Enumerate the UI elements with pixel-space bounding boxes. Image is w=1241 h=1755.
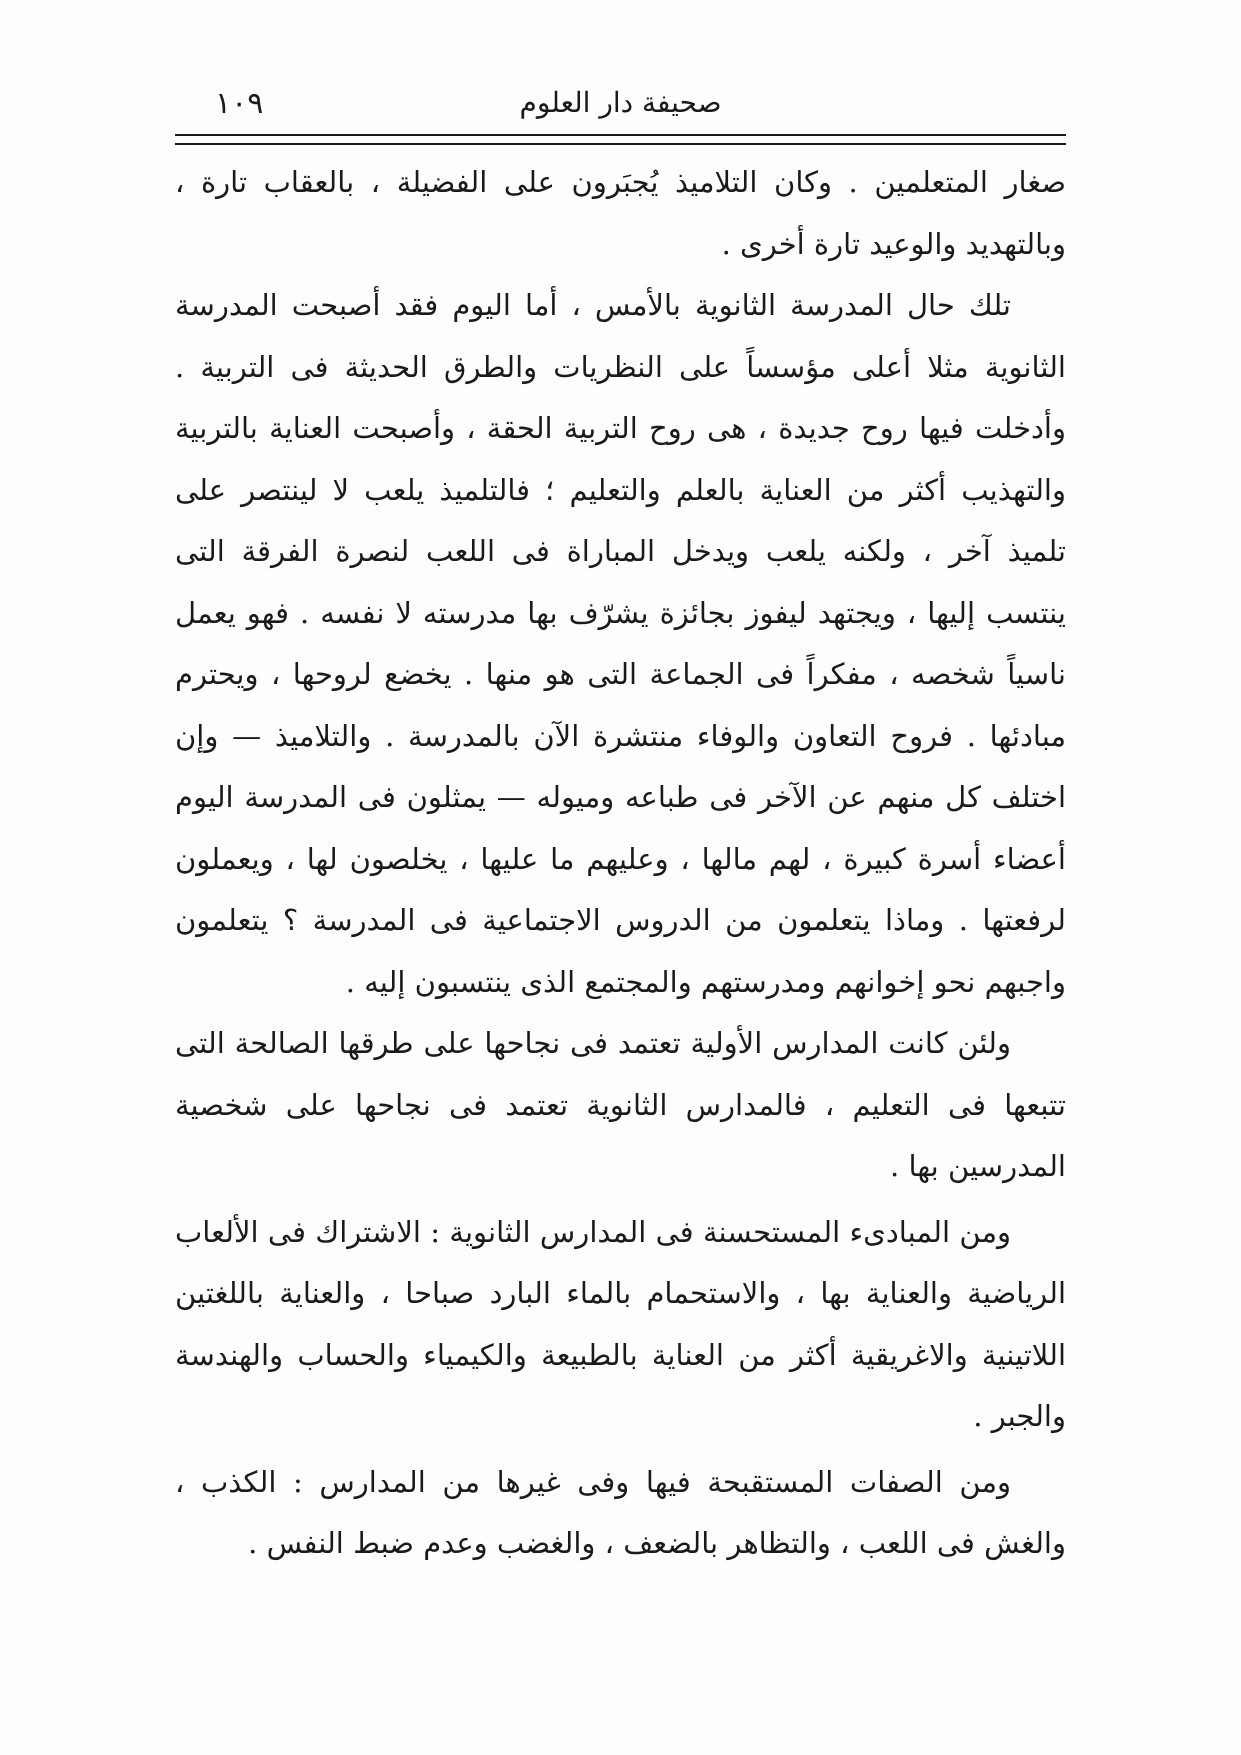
paragraph-primary-vs-secondary: ولئن كانت المدارس الأولية تعتمد فى نجاحها على طرقها الصالحة التى تتبعها فى التعليم ، فالمدارس الثانوية تعتمد فى نجاحها على شخصية المدرسين بها . — [175, 1026, 1066, 1183]
running-head — [175, 82, 1066, 132]
journal-title: صحيفة دار العلوم — [519, 86, 722, 119]
paragraph-recommended-principles: ومن المبادىء المستحسنة فى المدارس الثانوية : الاشتراك فى الألعاب الرياضية والعناية بها ، والاستحمام بالماء البارد صباحا ، والعناية باللغتين اللاتينية والاغريقية أكثر من العناية بالطبيعة والكيمياء والحساب والهندسة والجبر . — [175, 1214, 1066, 1433]
header-rule-top — [175, 134, 1066, 136]
body-text — [175, 152, 1066, 1575]
paragraph-continuation: صغار المتعلمين . وكان التلاميذ يُجبَرون على الفضيلة ، بالعقاب تارة ، وبالتهديد والوعيد تارة أخرى . — [175, 165, 1066, 261]
paragraph-undesirable-traits: ومن الصفات المستقبحة فيها وفى غيرها من المدارس : الكذب ، والغش فى اللعب ، والتظاهر بالضعف ، والغضب وعدم ضبط النفس . — [175, 1464, 1066, 1560]
header-rule-bottom — [175, 143, 1066, 145]
paragraph-secondary-school-today: تلك حال المدرسة الثانوية بالأمس ، أما اليوم فقد أصبحت المدرسة الثانوية مثلا أعلى مؤسساً على النظريات والطرق الحديثة فى التربية . وأدخلت فيها روح جديدة ، هى روح التربية الحقة ، وأصبحت العناية بالتربية والتهذيب أكثر من العناية بالعلم والتعليم ؛ فالتلميذ يلعب لا لينتصر على تلميذ آخر ، ولكنه يلعب ويدخل المباراة فى اللعب لنصرة الفرقة التى ينتسب إليها ، ويجتهد ليفوز بجائزة يشرّف بها مدرسته لا نفسه . فهو يعمل ناسياً شخصه ، مفكراً فى الجماعة التى هو منها . يخضع لروحها ، ويحترم مبادئها . فروح التعاون والوفاء منتشرة الآن بالمدرسة . والتلاميذ — وإن اختلف كل منهم عن الآخر فى طباعه وميوله — يمثلون فى المدرسة اليوم أعضاء أسرة كبيرة ، لهم مالها ، وعليهم ما عليها ، يخلصون لها ، ويعملون لرفعتها . وماذا يتعلمون من الدروس الاجتماعية فى المدرسة ؟ يتعلمون واجبهم نحو إخوانهم ومدرستهم والمجتمع الذى ينتسبون إليه . — [175, 288, 1066, 999]
page-number: ١٠٩ — [215, 86, 264, 121]
